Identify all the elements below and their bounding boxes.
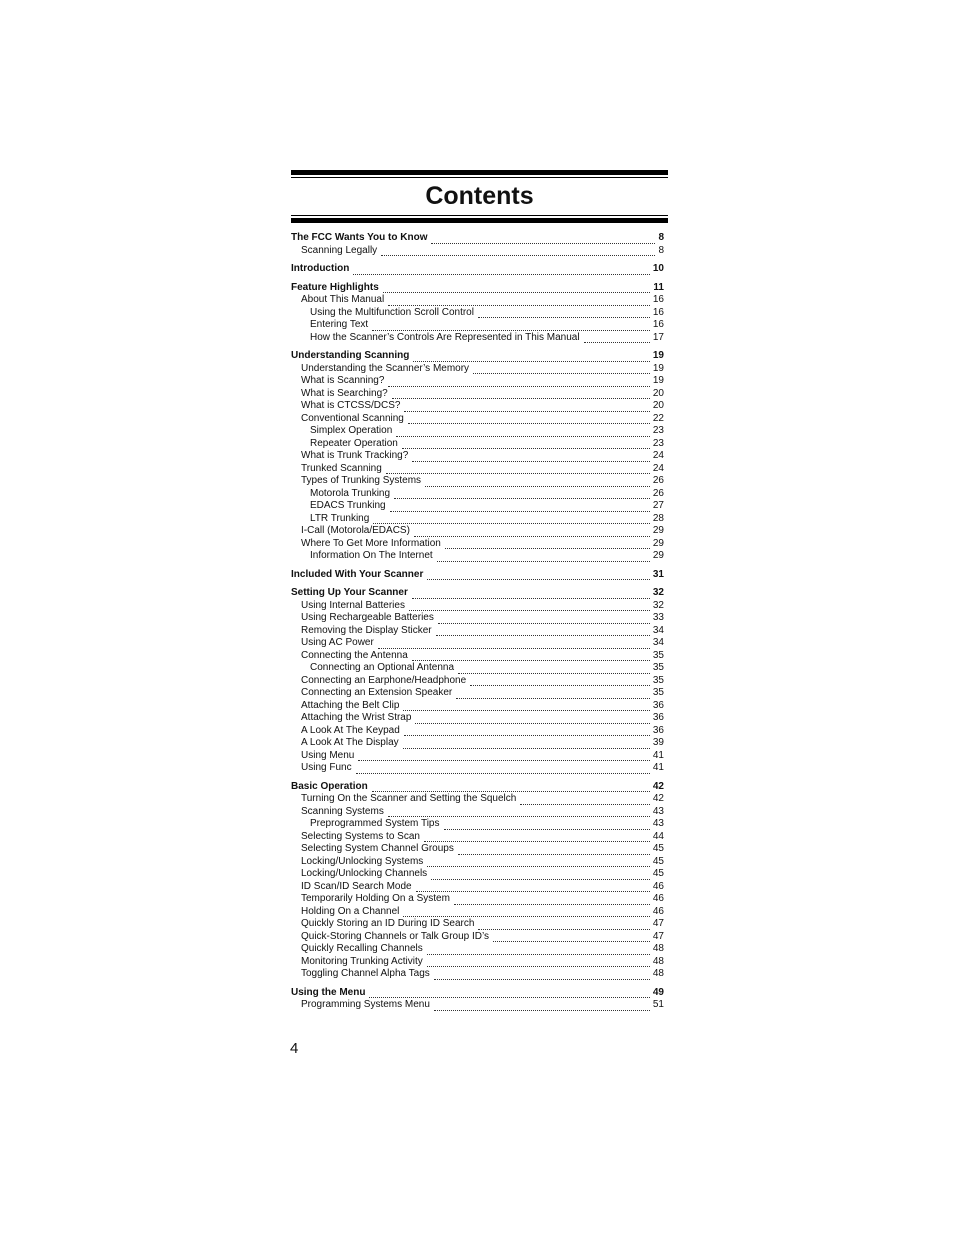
toc-entry[interactable]: [291, 843, 668, 856]
toc-entry-label: Using AC Power: [301, 637, 374, 648]
toc-entry[interactable]: [291, 375, 668, 388]
toc-entry-label: EDACS Trunking: [310, 500, 386, 511]
toc-entry-page: 46: [652, 880, 664, 892]
toc-entry[interactable]: [291, 550, 668, 563]
toc-entry-page: 39: [652, 737, 664, 748]
toc-leader-dots: [412, 652, 650, 661]
toc-entry-label: Locking/Unlocking Channels: [301, 868, 428, 879]
toc-leader-dots: [353, 266, 650, 275]
toc-leader-dots: [458, 665, 650, 674]
toc-entry-page: 20: [652, 400, 664, 411]
toc-leader-dots: [394, 490, 650, 499]
toc-entry-label: Attaching the Belt Clip: [301, 699, 400, 711]
toc-leader-dots: [373, 515, 650, 524]
toc-entry[interactable]: [291, 263, 668, 276]
toc-entry-page: 36: [652, 712, 664, 723]
toc-leader-dots: [458, 846, 650, 855]
toc-entry[interactable]: [291, 999, 668, 1012]
toc-entry-page: 41: [652, 749, 664, 761]
toc-leader-dots: [438, 615, 650, 624]
toc-entry-page: 33: [652, 612, 664, 623]
toc-entry-page: 42: [652, 780, 664, 792]
toc-entry[interactable]: [291, 793, 668, 806]
toc-leader-dots: [437, 553, 650, 562]
toc-entry[interactable]: [291, 831, 668, 844]
toc-entry-page: 27: [652, 500, 664, 511]
toc-entry-label: Information On The Internet: [310, 550, 433, 561]
toc-entry[interactable]: [291, 450, 668, 463]
toc-leader-dots: [412, 453, 650, 462]
toc-entry[interactable]: [291, 319, 668, 332]
toc-entry-label: Quickly Recalling Channels: [301, 943, 423, 954]
toc-entry[interactable]: [291, 425, 668, 438]
toc-entry[interactable]: [291, 463, 668, 476]
toc-leader-dots: [404, 727, 650, 736]
toc-entry-label: The FCC Wants You to Know: [291, 232, 428, 243]
toc-entry-page: 17: [652, 331, 664, 343]
toc-entry-page: 16: [652, 294, 664, 305]
toc-entry[interactable]: [291, 931, 668, 944]
toc-leader-dots: [392, 390, 650, 399]
toc-entry-page: 45: [652, 855, 664, 867]
toc-entry-page: 48: [652, 968, 664, 979]
toc-entry-page: 47: [652, 930, 664, 942]
toc-entry-label: Using Func: [301, 762, 352, 773]
toc-entry-page: 36: [652, 699, 664, 711]
title-rule-bottom: [291, 218, 668, 223]
title-rule-top-thin: [291, 177, 668, 178]
toc-entry-label: Turning On the Scanner and Setting the Squelch: [301, 793, 517, 804]
toc-entry-page: 35: [652, 687, 664, 698]
toc-entry-page: 35: [652, 662, 664, 673]
toc-entry-label: Where To Get More Information: [301, 537, 441, 549]
toc-section: [291, 263, 668, 276]
toc-leader-dots: [424, 833, 650, 842]
toc-entry[interactable]: [291, 868, 668, 881]
toc-leader-dots: [413, 353, 650, 362]
toc-entry-label: Preprogrammed System Tips: [310, 818, 440, 829]
toc-entry[interactable]: [291, 612, 668, 625]
toc-entry-label: Connecting an Optional Antenna: [310, 662, 454, 673]
toc-entry-label: How the Scanner’s Controls Are Represented in This Manual: [310, 331, 580, 343]
toc-leader-dots: [372, 322, 650, 331]
toc-leader-dots: [427, 958, 650, 967]
toc-entry-label: Entering Text: [310, 319, 369, 330]
toc-entry[interactable]: [291, 282, 668, 295]
toc-entry[interactable]: [291, 662, 668, 675]
toc-leader-dots: [427, 946, 650, 955]
toc-entry-label: Attaching the Wrist Strap: [301, 712, 412, 723]
toc-entry-label: What is Trunk Tracking?: [301, 450, 409, 461]
toc-entry[interactable]: [291, 232, 668, 245]
toc-entry-page: 32: [652, 599, 664, 611]
toc-leader-dots: [369, 989, 649, 998]
toc-leader-dots: [473, 365, 650, 374]
toc-entry-label: Included With Your Scanner: [291, 568, 424, 580]
toc-entry-label: ID Scan/ID Search Mode: [301, 880, 412, 892]
toc-entry-page: 20: [652, 387, 664, 399]
toc-leader-dots: [381, 247, 655, 256]
toc-entry[interactable]: [291, 294, 668, 307]
toc-entry-page: 34: [652, 637, 664, 648]
toc-leader-dots: [478, 921, 649, 930]
toc-entry-label: Simplex Operation: [310, 425, 393, 436]
toc-section: [291, 587, 668, 775]
toc-entry-page: 26: [652, 487, 664, 499]
toc-leader-dots: [390, 503, 650, 512]
toc-entry-page: 41: [652, 762, 664, 773]
toc-entry-page: 45: [652, 843, 664, 854]
toc-leader-dots: [436, 627, 650, 636]
toc-entry-page: 45: [652, 868, 664, 879]
toc-entry-page: 51: [652, 999, 664, 1010]
toc-leader-dots: [412, 590, 650, 599]
table-of-contents: [291, 232, 668, 1012]
toc-entry-label: Selecting Systems to Scan: [301, 830, 420, 842]
toc-leader-dots: [427, 571, 650, 580]
toc-entry-page: 8: [658, 244, 664, 256]
toc-entry-label: What is Searching?: [301, 387, 388, 399]
toc-entry-label: Feature Highlights: [291, 281, 379, 293]
toc-entry-label: Using the Menu: [291, 986, 366, 998]
toc-entry-label: Holding On a Channel: [301, 905, 400, 917]
toc-entry[interactable]: [291, 438, 668, 451]
toc-entry[interactable]: [291, 725, 668, 738]
toc-leader-dots: [434, 1002, 650, 1011]
toc-leader-dots: [584, 334, 650, 343]
toc-leader-dots: [445, 540, 650, 549]
toc-entry[interactable]: [291, 513, 668, 526]
toc-leader-dots: [386, 465, 650, 474]
toc-entry[interactable]: [291, 781, 668, 794]
toc-leader-dots: [416, 883, 650, 892]
toc-leader-dots: [434, 971, 650, 980]
toc-entry-label: Locking/Unlocking Systems: [301, 855, 424, 867]
toc-entry-label: Repeater Operation: [310, 437, 398, 449]
title-rule-top: [291, 170, 668, 175]
toc-entry-page: 19: [652, 350, 664, 361]
toc-entry-page: 48: [652, 955, 664, 967]
toc-entry[interactable]: [291, 856, 668, 869]
toc-entry-page: 43: [652, 818, 664, 829]
toc-entry-label: What is Scanning?: [301, 375, 385, 386]
toc-entry-page: 16: [652, 319, 664, 330]
toc-leader-dots: [408, 415, 650, 424]
toc-entry[interactable]: [291, 538, 668, 551]
toc-entry-page: 29: [652, 550, 664, 561]
toc-entry-label: Using Internal Batteries: [301, 599, 405, 611]
toc-entry-page: 49: [652, 986, 664, 998]
toc-entry-label: Quick-Storing Channels or Talk Group ID’s: [301, 930, 490, 942]
toc-entry-label: Scanning Systems: [301, 805, 384, 817]
toc-entry[interactable]: [291, 750, 668, 763]
toc-entry-page: 31: [652, 568, 664, 580]
toc-entry-label: I-Call (Motorola/EDACS): [301, 525, 410, 536]
toc-leader-dots: [388, 297, 650, 306]
toc-entry-page: 28: [652, 512, 664, 524]
toc-section: [291, 569, 668, 582]
toc-entry-label: Using Rechargeable Batteries: [301, 612, 434, 623]
toc-entry-page: 11: [653, 281, 664, 293]
toc-leader-dots: [478, 309, 650, 318]
toc-entry[interactable]: [291, 818, 668, 831]
toc-entry-label: Temporarily Holding On a System: [301, 893, 450, 904]
toc-entry[interactable]: [291, 388, 668, 401]
toc-entry-label: Basic Operation: [291, 780, 368, 792]
toc-entry-page: 29: [652, 537, 664, 549]
toc-entry-label: Connecting an Extension Speaker: [301, 687, 453, 698]
toc-entry[interactable]: [291, 400, 668, 413]
toc-entry-page: 32: [652, 587, 664, 598]
toc-entry[interactable]: [291, 475, 668, 488]
toc-entry[interactable]: [291, 637, 668, 650]
toc-entry-page: 29: [652, 525, 664, 536]
toc-entry[interactable]: [291, 806, 668, 819]
toc-entry[interactable]: [291, 675, 668, 688]
toc-entry[interactable]: [291, 363, 668, 376]
toc-leader-dots: [444, 821, 650, 830]
toc-entry-page: 23: [652, 437, 664, 449]
toc-entry[interactable]: [291, 650, 668, 663]
toc-leader-dots: [425, 478, 650, 487]
toc-entry[interactable]: [291, 893, 668, 906]
toc-leader-dots: [414, 528, 650, 537]
toc-leader-dots: [404, 403, 649, 412]
toc-entry[interactable]: [291, 625, 668, 638]
toc-entry[interactable]: [291, 700, 668, 713]
toc-section: [291, 350, 668, 563]
toc-leader-dots: [415, 715, 649, 724]
toc-entry-page: 47: [652, 918, 664, 929]
toc-entry[interactable]: [291, 569, 668, 582]
toc-entry-page: 26: [652, 475, 664, 486]
toc-leader-dots: [396, 428, 650, 437]
toc-entry-label: Types of Trunking Systems: [301, 475, 422, 486]
toc-leader-dots: [388, 808, 650, 817]
toc-entry-page: 8: [658, 232, 664, 243]
toc-leader-dots: [470, 677, 650, 686]
toc-entry-label: Toggling Channel Alpha Tags: [301, 968, 430, 979]
toc-entry-page: 42: [652, 793, 664, 804]
toc-entry-label: Using the Multifunction Scroll Control: [310, 306, 474, 318]
toc-entry-page: 35: [652, 649, 664, 661]
toc-entry-label: Motorola Trunking: [310, 487, 391, 499]
toc-leader-dots: [456, 690, 650, 699]
toc-leader-dots: [372, 783, 650, 792]
toc-entry-label: Understanding Scanning: [291, 350, 410, 361]
toc-entry[interactable]: [291, 350, 668, 363]
toc-entry-page: 43: [652, 805, 664, 817]
toc-entry-label: Connecting an Earphone/Headphone: [301, 674, 467, 686]
toc-entry-page: 19: [652, 375, 664, 386]
toc-entry-page: 44: [652, 830, 664, 842]
toc-entry-label: A Look At The Display: [301, 737, 399, 748]
toc-entry-label: Conventional Scanning: [301, 412, 404, 424]
toc-entry[interactable]: [291, 943, 668, 956]
toc-leader-dots: [403, 740, 650, 749]
page-number: 4: [290, 1040, 299, 1057]
toc-entry-label: Setting Up Your Scanner: [291, 587, 408, 598]
toc-leader-dots: [431, 235, 655, 244]
page-title: Contents: [425, 182, 534, 210]
toc-entry[interactable]: [291, 587, 668, 600]
toc-leader-dots: [383, 284, 651, 293]
toc-entry-page: 46: [652, 905, 664, 917]
toc-entry-label: Introduction: [291, 263, 350, 274]
toc-entry[interactable]: [291, 307, 668, 320]
toc-entry-page: 34: [652, 624, 664, 636]
toc-entry-page: 24: [652, 450, 664, 461]
toc-leader-dots: [402, 440, 650, 449]
toc-leader-dots: [520, 796, 650, 805]
toc-leader-dots: [356, 765, 650, 774]
toc-section: [291, 781, 668, 981]
toc-entry-label: Understanding the Scanner’s Memory: [301, 362, 470, 374]
toc-entry-label: Trunked Scanning: [301, 462, 382, 474]
toc-leader-dots: [388, 378, 649, 387]
toc-entry-page: 22: [652, 412, 664, 424]
toc-entry-page: 24: [652, 462, 664, 474]
toc-entry-label: About This Manual: [301, 294, 385, 305]
toc-entry-page: 35: [652, 674, 664, 686]
toc-entry-label: Removing the Display Sticker: [301, 624, 432, 636]
toc-leader-dots: [358, 752, 650, 761]
toc-entry[interactable]: [291, 968, 668, 981]
toc-entry[interactable]: [291, 737, 668, 750]
toc-entry[interactable]: [291, 488, 668, 501]
toc-entry-page: 23: [652, 425, 664, 436]
toc-entry-label: Programming Systems Menu: [301, 999, 430, 1010]
toc-leader-dots: [378, 640, 650, 649]
toc-entry[interactable]: [291, 600, 668, 613]
toc-entry-label: Using Menu: [301, 749, 355, 761]
toc-entry[interactable]: [291, 987, 668, 1000]
toc-entry[interactable]: [291, 245, 668, 258]
toc-entry-page: 19: [652, 362, 664, 374]
title-rule-bottom-thin: [291, 215, 668, 216]
toc-entry-page: 46: [652, 893, 664, 904]
toc-leader-dots: [427, 858, 650, 867]
toc-entry-label: LTR Trunking: [310, 512, 370, 524]
toc-entry-page: 36: [652, 724, 664, 736]
contents-page: [291, 170, 668, 1018]
toc-entry[interactable]: [291, 332, 668, 345]
toc-leader-dots: [431, 871, 650, 880]
toc-entry-label: Selecting System Channel Groups: [301, 843, 454, 854]
toc-entry-label: Scanning Legally: [301, 244, 378, 256]
toc-entry-page: 48: [652, 943, 664, 954]
toc-section: [291, 282, 668, 345]
toc-leader-dots: [403, 908, 649, 917]
toc-entry[interactable]: [291, 500, 668, 513]
toc-entry-label: What is CTCSS/DCS?: [301, 400, 401, 411]
toc-section: [291, 987, 668, 1012]
toc-leader-dots: [403, 702, 649, 711]
toc-leader-dots: [493, 933, 650, 942]
toc-entry-page: 16: [652, 306, 664, 318]
toc-entry-label: Monitoring Trunking Activity: [301, 955, 423, 967]
toc-entry[interactable]: [291, 881, 668, 894]
toc-entry[interactable]: [291, 762, 668, 775]
toc-entry[interactable]: [291, 712, 668, 725]
toc-entry[interactable]: [291, 906, 668, 919]
toc-entry[interactable]: [291, 956, 668, 969]
toc-leader-dots: [409, 602, 650, 611]
toc-leader-dots: [454, 896, 650, 905]
toc-entry[interactable]: [291, 525, 668, 538]
toc-entry[interactable]: [291, 687, 668, 700]
toc-entry[interactable]: [291, 918, 668, 931]
toc-entry-label: Quickly Storing an ID During ID Search: [301, 918, 475, 929]
toc-entry-page: 10: [652, 263, 664, 274]
toc-section: [291, 232, 668, 257]
toc-entry[interactable]: [291, 413, 668, 426]
toc-entry-label: A Look At The Keypad: [301, 724, 400, 736]
toc-entry-label: Connecting the Antenna: [301, 649, 408, 661]
